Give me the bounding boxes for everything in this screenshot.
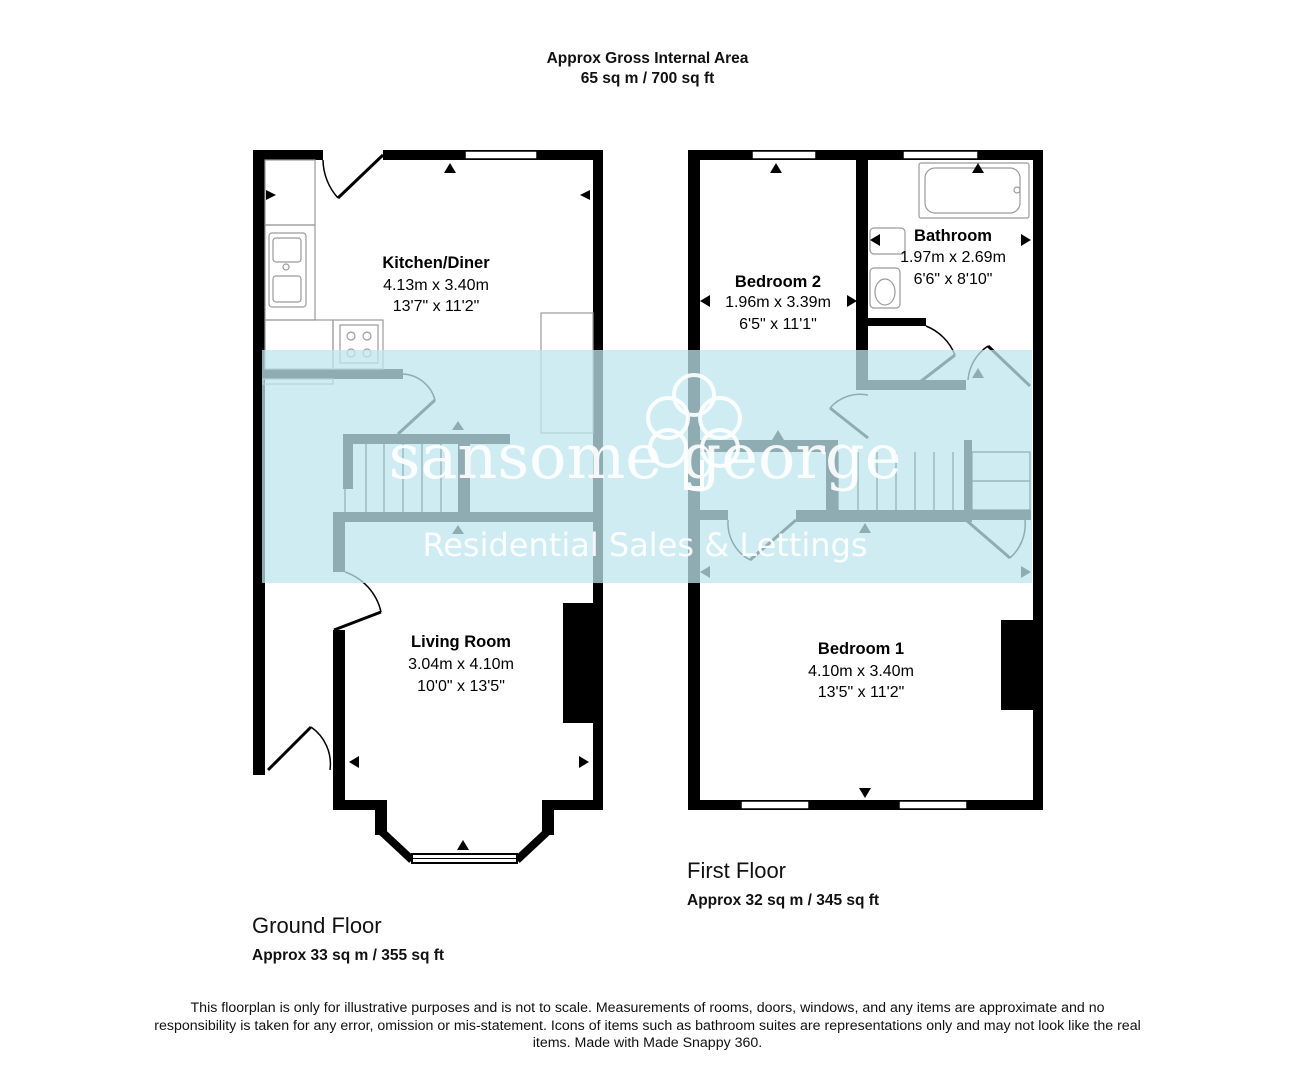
living-name: Living Room [411,633,511,651]
ground-floor-name: Ground Floor [252,913,382,938]
kitchen-imperial: 13'7" x 11'2" [392,298,480,315]
chimney-breast [563,603,593,723]
bathroom-metric: 1.97m x 2.69m [900,249,1006,266]
bedroom1-metric: 4.10m x 3.40m [808,663,914,680]
living-imperial: 10'0" x 13'5" [417,678,505,695]
ground-floor-area: Approx 33 sq m / 355 sq ft [252,947,445,964]
bedroom2-name: Bedroom 2 [734,273,822,291]
area-title: Approx Gross Internal Area [546,50,749,67]
room-kitchen-label [382,254,490,315]
kitchen-name: Kitchen/Diner [382,254,490,272]
room-bedroom2-label [725,273,831,333]
bedroom2-metric: 1.96m x 3.39m [725,294,831,311]
first-floor-area: Approx 32 sq m / 345 sq ft [687,892,880,909]
bedroom2-imperial: 6'5" x 11'1" [739,316,817,333]
room-bathroom-label [900,227,1006,288]
living-metric: 3.04m x 4.10m [408,656,514,673]
bedroom1-name: Bedroom 1 [817,640,905,658]
bathroom-name: Bathroom [914,227,992,245]
bedroom1-imperial: 13'5" x 11'2" [817,684,905,701]
kitchen-metric: 4.13m x 3.40m [383,277,489,294]
area-total: 65 sq m / 700 sq ft [580,70,715,87]
watermark [262,350,1032,583]
room-living-label [408,633,514,695]
disclaimer: This floorplan is only for illustrative purposes and is not to scale. Measurements of rooms, doors, windows, and any items are approximate and no responsibility is taken for any error, omission or mis-statement. Icons of items such as bathroom suites are representations only and may not look like the real items. Made with Made Snappy 360. [154,1000,1141,1051]
room-bedroom1-label [808,640,914,701]
watermark-tagline: Residential Sales & Lettings [422,526,868,564]
watermark-brand: sansome george [388,420,902,493]
chimney-breast-first [1001,620,1033,710]
bathroom-imperial: 6'6" x 8'10" [913,271,993,288]
kitchen-window [465,151,537,159]
first-floor-name: First Floor [687,858,786,883]
